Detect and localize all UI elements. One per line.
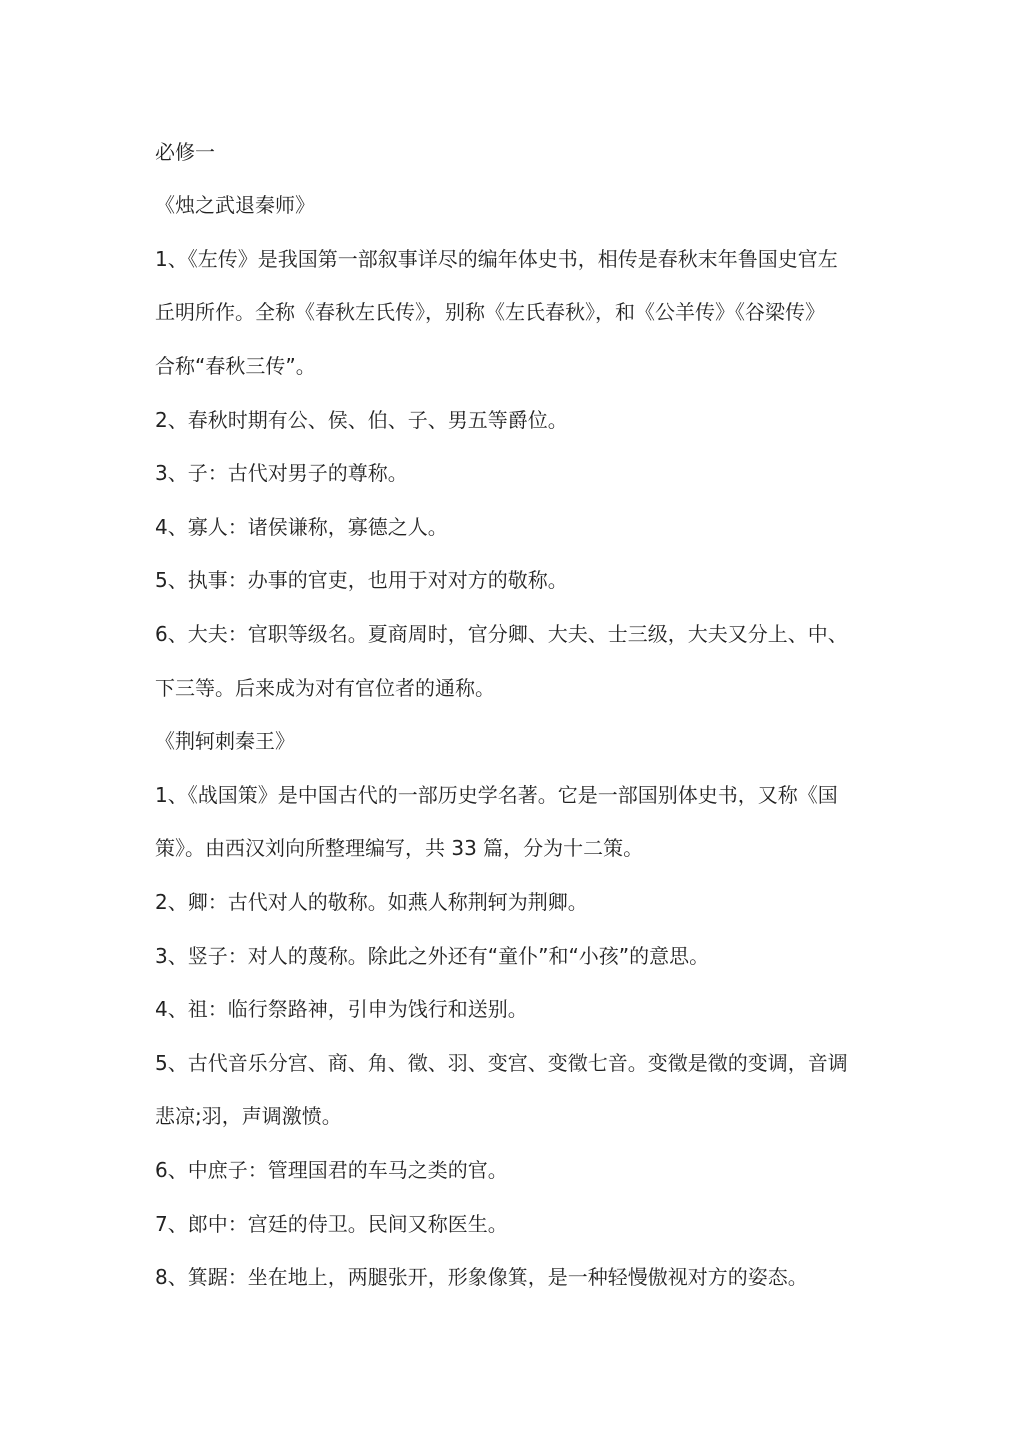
text-line: 1、《战国策》是中国古代的一部历史学名著。它是一部国别体史书，又称《国 xyxy=(155,783,838,807)
text-line: 悲凉;羽，声调激愤。 xyxy=(155,1104,342,1128)
text-line: 7、郎中：宫廷的侍卫。民间又称医生。 xyxy=(155,1212,508,1236)
text-line: 2、春秋时期有公、侯、伯、子、男五等爵位。 xyxy=(155,408,568,432)
lesson-title: 《荆轲刺秦王》 xyxy=(155,729,295,753)
text-line: 6、中庶子：管理国君的车马之类的官。 xyxy=(155,1158,508,1182)
text-line: 3、竖子：对人的蔑称。除此之外还有“童仆”和“小孩”的意思。 xyxy=(155,944,710,968)
text-line: 丘明所作。全称《春秋左氏传》，别称《左氏春秋》，和《公羊传》《谷梁传》 xyxy=(155,300,825,324)
text-line: 4、祖：临行祭路神，引申为饯行和送别。 xyxy=(155,997,528,1021)
text-line: 1、《左传》是我国第一部叙事详尽的编年体史书，相传是春秋末年鲁国史官左 xyxy=(155,247,838,271)
text-line: 合称“春秋三传”。 xyxy=(155,354,316,378)
text-line: 4、寡人：诸侯谦称，寡德之人。 xyxy=(155,515,448,539)
text-line: 6、大夫：官职等级名。夏商周时，官分卿、大夫、士三级，大夫又分上、中、 xyxy=(155,622,848,646)
lesson-title: 《烛之武退秦师》 xyxy=(155,193,315,217)
text-line: 5、古代音乐分宫、商、角、徵、羽、变宫、变徵七音。变徵是徵的变调，音调 xyxy=(155,1051,848,1075)
text-line: 策》。由西汉刘向所整理编写，共 33 篇，分为十二策。 xyxy=(155,836,644,860)
text-line: 2、卿：古代对人的敬称。如燕人称荆轲为荆卿。 xyxy=(155,890,588,914)
text-line: 下三等。后来成为对有官位者的通称。 xyxy=(155,676,495,700)
text-line: 3、子：古代对男子的尊称。 xyxy=(155,461,408,485)
text-line: 5、执事：办事的官吏，也用于对对方的敬称。 xyxy=(155,568,568,592)
section-heading: 必修一 xyxy=(155,140,215,164)
text-line: 8、箕踞：坐在地上，两腿张开，形象像箕，是一种轻慢傲视对方的姿态。 xyxy=(155,1265,808,1289)
